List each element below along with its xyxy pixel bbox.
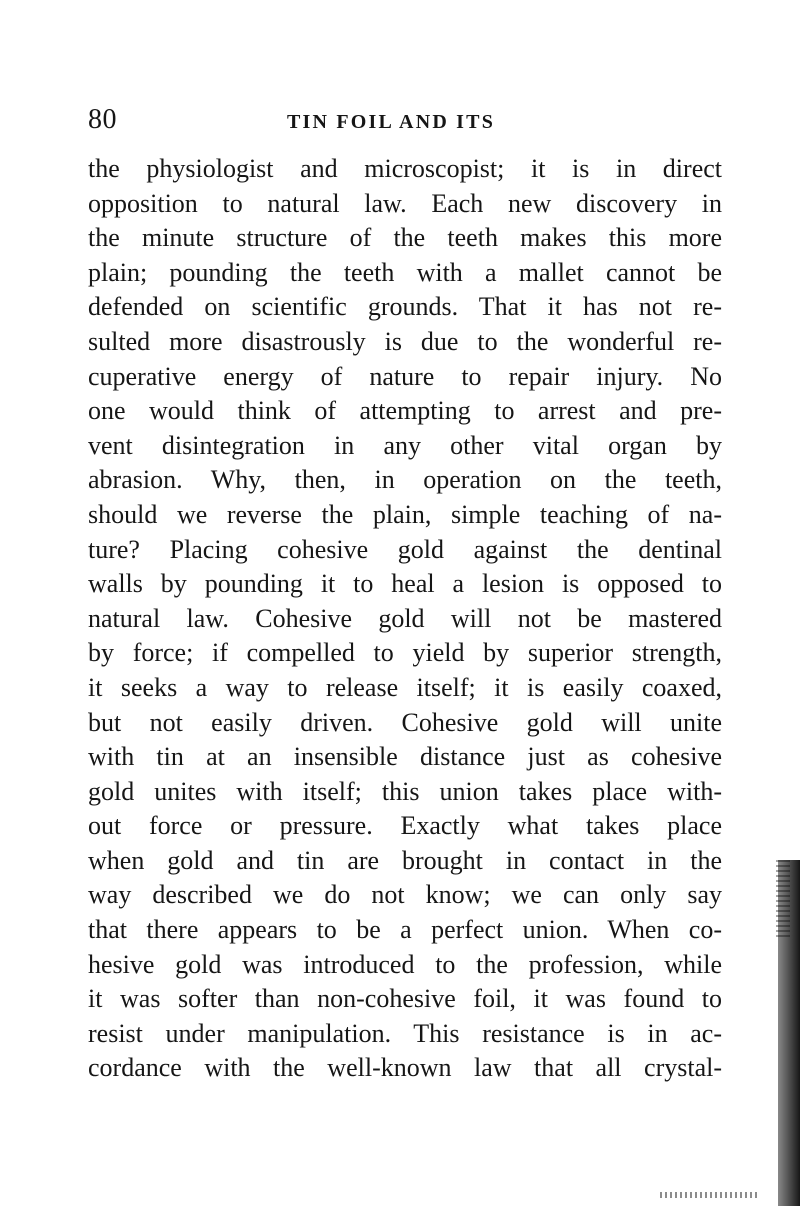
text-line: cuperative energy of nature to repair injury. No <box>88 361 722 391</box>
page-number: 80 <box>88 104 117 135</box>
text-line: way described we do not know; we can only say <box>88 880 722 910</box>
text-line: but not easily driven. Cohesive gold will unite <box>88 707 722 737</box>
text-line: by force; if compelled to yield by superior strength, <box>88 638 722 668</box>
text-line: one would think of attempting to arrest and pre- <box>88 396 722 426</box>
text-line: sulted more disastrously is due to the wonderful re- <box>88 326 722 356</box>
text-line: with tin at an insensible distance just as cohesive <box>88 742 722 772</box>
text-line: plain; pounding the teeth with a mallet cannot be <box>88 257 722 287</box>
text-line: vent disintegration in any other vital organ by <box>88 430 722 460</box>
text-line: it seeks a way to release itself; it is easily coaxed, <box>88 672 722 702</box>
text-line: walls by pounding it to heal a lesion is opposed to <box>88 569 722 599</box>
text-line: natural law. Cohesive gold will not be mastered <box>88 603 722 633</box>
text-line: defended on scientific grounds. That it has not re- <box>88 292 722 322</box>
body-text <box>88 152 722 1086</box>
text-line: that there appears to be a perfect union. When co- <box>88 915 722 945</box>
text-line: abrasion. Why, then, in operation on the teeth, <box>88 465 722 495</box>
scan-edge-speckle <box>776 860 790 940</box>
text-line: when gold and tin are brought in contact in the <box>88 845 722 875</box>
running-title: TIN FOIL AND ITS <box>287 111 496 133</box>
text-line: ture? Placing cohesive gold against the dentinal <box>88 534 722 564</box>
text-line: out force or pressure. Exactly what takes place <box>88 811 722 841</box>
text-line: hesive gold was introduced to the profession, while <box>88 949 722 979</box>
text-line: resist under manipulation. This resistance is in ac- <box>88 1018 722 1048</box>
text-line: should we reverse the plain, simple teaching of na- <box>88 499 722 529</box>
text-line: the physiologist and microscopist; it is in direct <box>88 154 722 183</box>
text-line: cordance with the well-known law that all crystal- <box>88 1053 722 1083</box>
text-line: the minute structure of the teeth makes this more <box>88 223 722 253</box>
text-line: gold unites with itself; this union takes place with- <box>88 776 722 806</box>
text-line: it was softer than non-cohesive foil, it was found to <box>88 984 722 1014</box>
scan-bottom-speck <box>660 1192 760 1198</box>
text-line: opposition to natural law. Each new discovery in <box>88 188 722 218</box>
